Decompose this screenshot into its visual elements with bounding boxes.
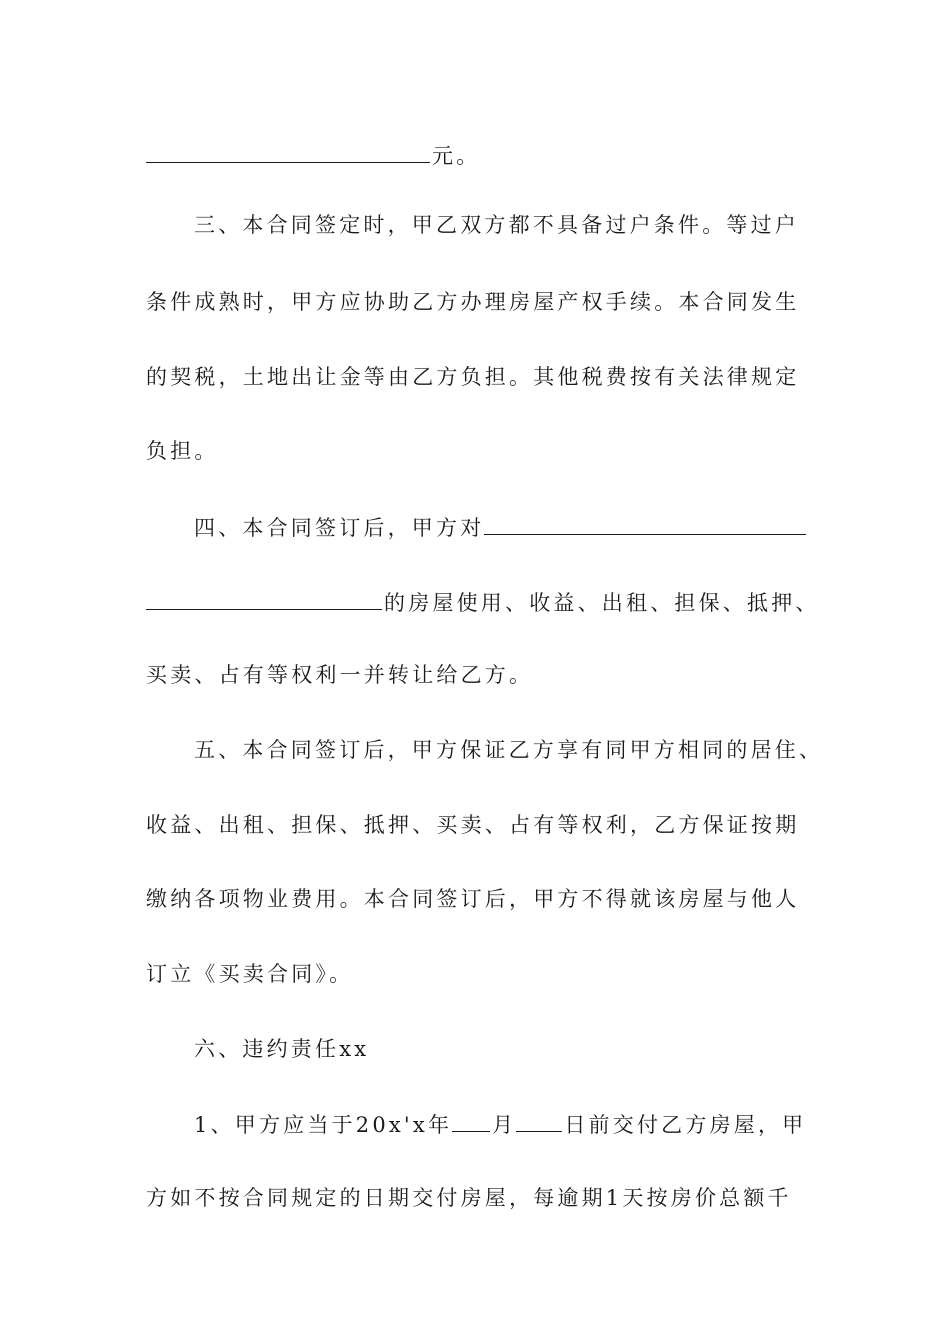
fill-in-blank — [146, 140, 430, 163]
section-heading: 六、违约责任xx — [194, 1037, 370, 1061]
fill-in-blank — [516, 1109, 562, 1132]
paragraph-3-line: 条件成熟时，甲方应协助乙方办理房屋产权手续。本合同发生 — [146, 290, 800, 314]
paragraph-3-line: 的契税，土地出让金等由乙方负担。其他税费按有关法律规定 — [146, 365, 800, 389]
paragraph-6-line — [194, 1109, 806, 1140]
line-text: 的房屋使用、收益、出租、担保、抵押、 — [384, 591, 820, 615]
paragraph-3-line: 三、本合同签定时，甲乙双方都不具备过户条件。等过户 — [194, 213, 799, 237]
paragraph-5-line: 五、本合同签订后，甲方保证乙方享有同甲方相同的居住、 — [194, 738, 824, 762]
fill-in-blank — [146, 587, 382, 610]
paragraph-6-line: 方如不按合同规定的日期交付房屋，每逾期1天按房价总额千 — [146, 1186, 792, 1210]
paragraph-4-line — [146, 587, 820, 618]
paragraph-4-line: 买卖、占有等权利一并转让给乙方。 — [146, 663, 534, 687]
text-line — [146, 140, 480, 171]
line-text: 元。 — [432, 144, 481, 168]
line-text: 四、本合同签订后，甲方对 — [194, 516, 485, 540]
line-text: 日前交付乙方房屋，甲 — [564, 1113, 807, 1137]
fill-in-blank — [484, 512, 806, 535]
paragraph-5-line: 订立《买卖合同》。 — [146, 962, 354, 986]
line-text: 1、甲方应当于20x'x年 — [194, 1113, 453, 1137]
paragraph-4-line — [194, 512, 808, 543]
line-text: 月 — [492, 1113, 517, 1137]
paragraph-5-line: 缴纳各项物业费用。本合同签订后，甲方不得就该房屋与他人 — [146, 887, 800, 911]
fill-in-blank — [452, 1109, 490, 1132]
paragraph-3-line: 负担。 — [146, 439, 219, 463]
paragraph-5-line: 收益、出租、担保、抵押、买卖、占有等权利，乙方保证按期 — [146, 813, 800, 837]
